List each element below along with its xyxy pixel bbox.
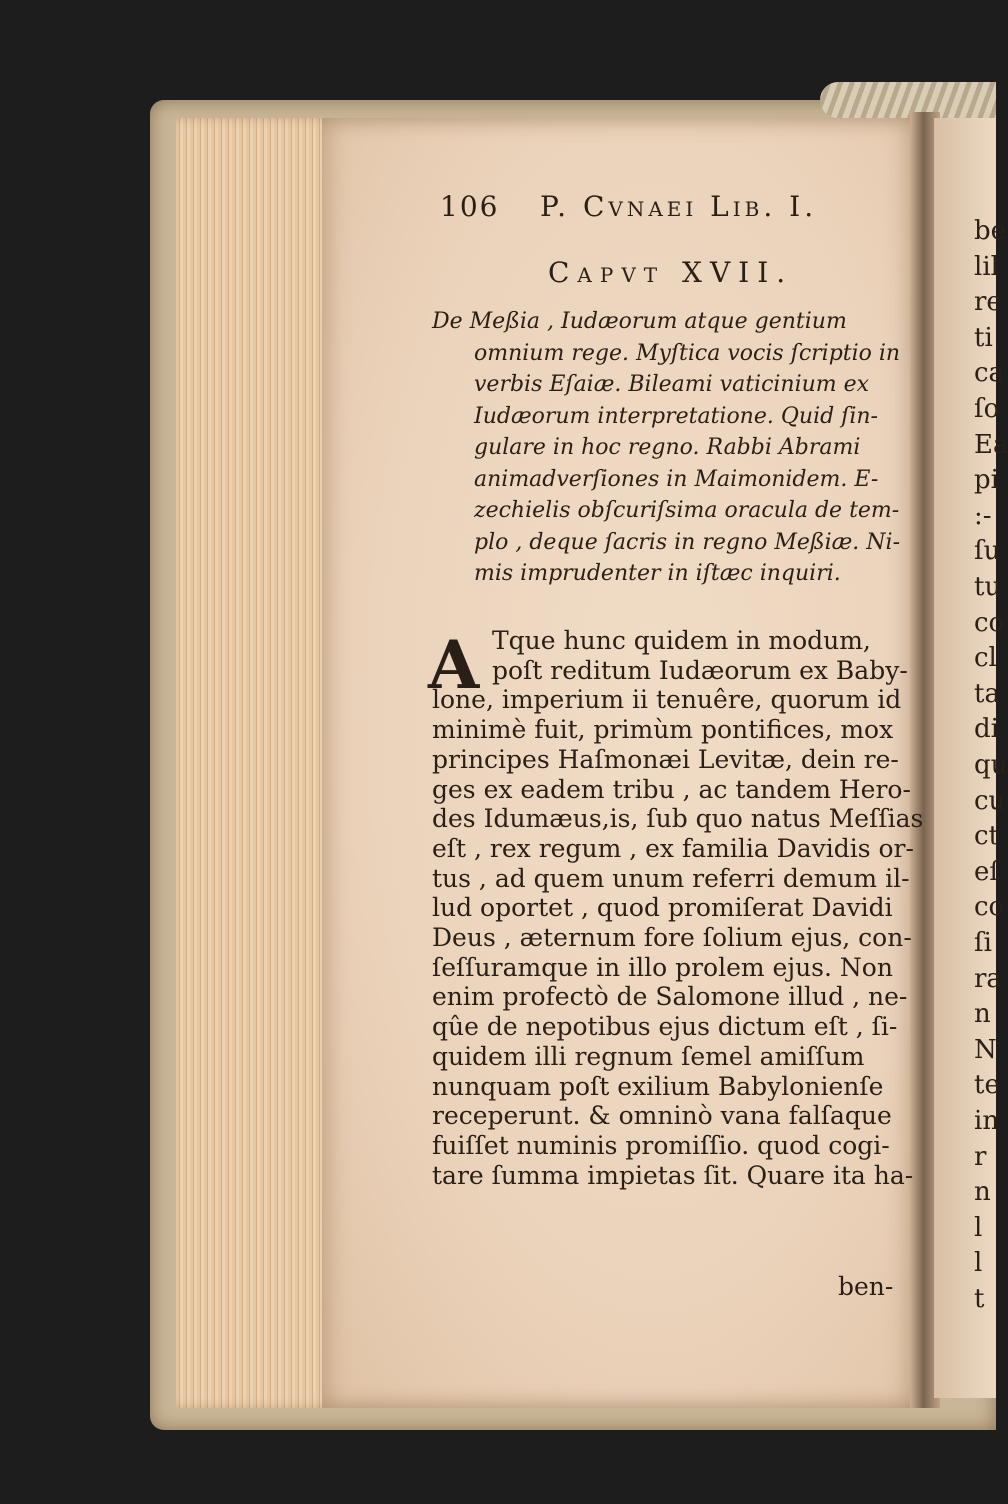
body-line: tare ſumma impietas ſit. Quare ita ha- <box>432 1160 914 1190</box>
running-header <box>440 190 840 230</box>
next-page-fragment: n <box>974 1177 991 1208</box>
body-line: lud oportet , quod promiſerat Davidi <box>432 893 893 923</box>
next-page-fragment: co <box>974 892 1005 923</box>
summary-line: animadverſiones in Maimonidem. E- <box>474 466 879 492</box>
body-line: lone, imperium ii tenuêre, quorum id <box>432 685 902 715</box>
next-page-fragment: r <box>974 1141 987 1172</box>
body-line: ges ex eadem tribu , ac tandem Hero- <box>432 774 911 804</box>
catchword: ben- <box>838 1272 894 1301</box>
body-line: qûe de nepotibus ejus dictum eſt , ſi- <box>432 1012 898 1042</box>
summary-line: plo , deque ſacris in regno Meßiæ. Ni- <box>474 529 901 555</box>
next-page-fragment: ti <box>974 322 993 353</box>
next-page-fragment: cu <box>974 785 1006 816</box>
body-line: principes Haſmonæi Levitæ, dein re- <box>432 744 899 774</box>
binding-cord <box>820 82 996 118</box>
right-page-fragment <box>934 118 1008 1398</box>
next-page-fragment: ta <box>974 678 1000 709</box>
next-page-fragment: t <box>974 1284 985 1314</box>
summary-line: gulare in hoc regno. Rabbi Abrami <box>474 435 861 460</box>
body-line: poſt reditum Iudæorum ex Baby- <box>492 655 908 685</box>
next-page-fragment: ſo <box>974 394 1000 424</box>
page-number: 106 <box>440 190 500 223</box>
next-page-fragment: pi <box>974 465 999 496</box>
body-line: enim profectò de Salomone illud , ne- <box>432 982 908 1012</box>
next-page-fragment: tu <box>974 572 1002 602</box>
next-page-fragment: n <box>974 999 991 1030</box>
next-page-fragment: lil <box>974 251 999 282</box>
next-page-fragment: di <box>974 714 999 745</box>
next-page-fragment: qu <box>974 750 1008 780</box>
summary-line: verbis Eſaiæ. Bileami vaticinium ex <box>474 372 870 397</box>
next-page-fragment: be <box>974 216 1007 246</box>
body-line: des Idumæus,is, ſub quo natus Meſſias <box>432 804 924 834</box>
summary-line: mis imprudenter in iſtæc inquiri. <box>474 561 841 586</box>
next-page-fragment: co <box>974 607 1005 638</box>
summary-line: De Meßia , Iudæorum atque gentium <box>432 309 847 334</box>
next-page-fragment: cl <box>974 643 997 674</box>
next-page-fragment: ca <box>974 358 1005 389</box>
body-line: eſt , rex regum , ex familia Davidis or- <box>432 833 914 863</box>
page-edges <box>176 118 334 1408</box>
next-page-fragment: in <box>974 1106 1000 1136</box>
running-title: P. Cvnaei Lib. I. <box>540 190 818 223</box>
next-page-fragment: N <box>974 1034 997 1065</box>
body-line: ſeſſuramque in illo prolem ejus. Non <box>432 952 893 982</box>
chapter-title: Capvt XVII. <box>548 256 794 289</box>
next-page-fragment: eſ <box>974 856 1000 887</box>
body-line: Tque hunc quidem in modum, <box>492 626 871 655</box>
body-line: minimè fuit, primùm pontifices, mox <box>432 715 894 745</box>
summary-line: zechielis obſcuriſsima oracula de tem- <box>474 498 900 523</box>
next-page-fragment: ſu <box>974 536 1001 567</box>
next-page-fragment: l <box>974 1212 983 1243</box>
next-page-fragment: l <box>974 1248 983 1279</box>
body-line: tus , ad quem unum referri demum il- <box>432 863 910 893</box>
body-line: fuiſſet numinis promiſſio. quod cogi- <box>432 1130 890 1160</box>
next-page-fragment: ſi <box>974 928 992 958</box>
next-page-fragment: :- <box>974 500 992 531</box>
drop-cap: A <box>428 626 480 704</box>
body-line: quidem illi regnum ſemel amiſſum <box>432 1041 865 1071</box>
next-page-fragment: re <box>974 287 1002 318</box>
body-line: Deus , æternum fore ſolium ejus, con- <box>432 923 912 953</box>
next-page-fragment: ct <box>974 821 1000 852</box>
body-text <box>432 626 924 1190</box>
chapter-summary <box>432 306 912 590</box>
body-line: receperunt. & omninò vana falſaque <box>432 1101 892 1131</box>
next-page-fragment: Ea <box>974 429 1008 460</box>
body-line: nunquam poſt exilium Babylonienſe <box>432 1071 884 1101</box>
summary-line: Iudæorum interpretatione. Quid ſin- <box>474 403 878 429</box>
next-page-fragment: ra <box>974 963 1002 994</box>
summary-line: omnium rege. Myſtica vocis ſcriptio in <box>474 340 901 366</box>
next-page-fragment: te <box>974 1070 1000 1101</box>
